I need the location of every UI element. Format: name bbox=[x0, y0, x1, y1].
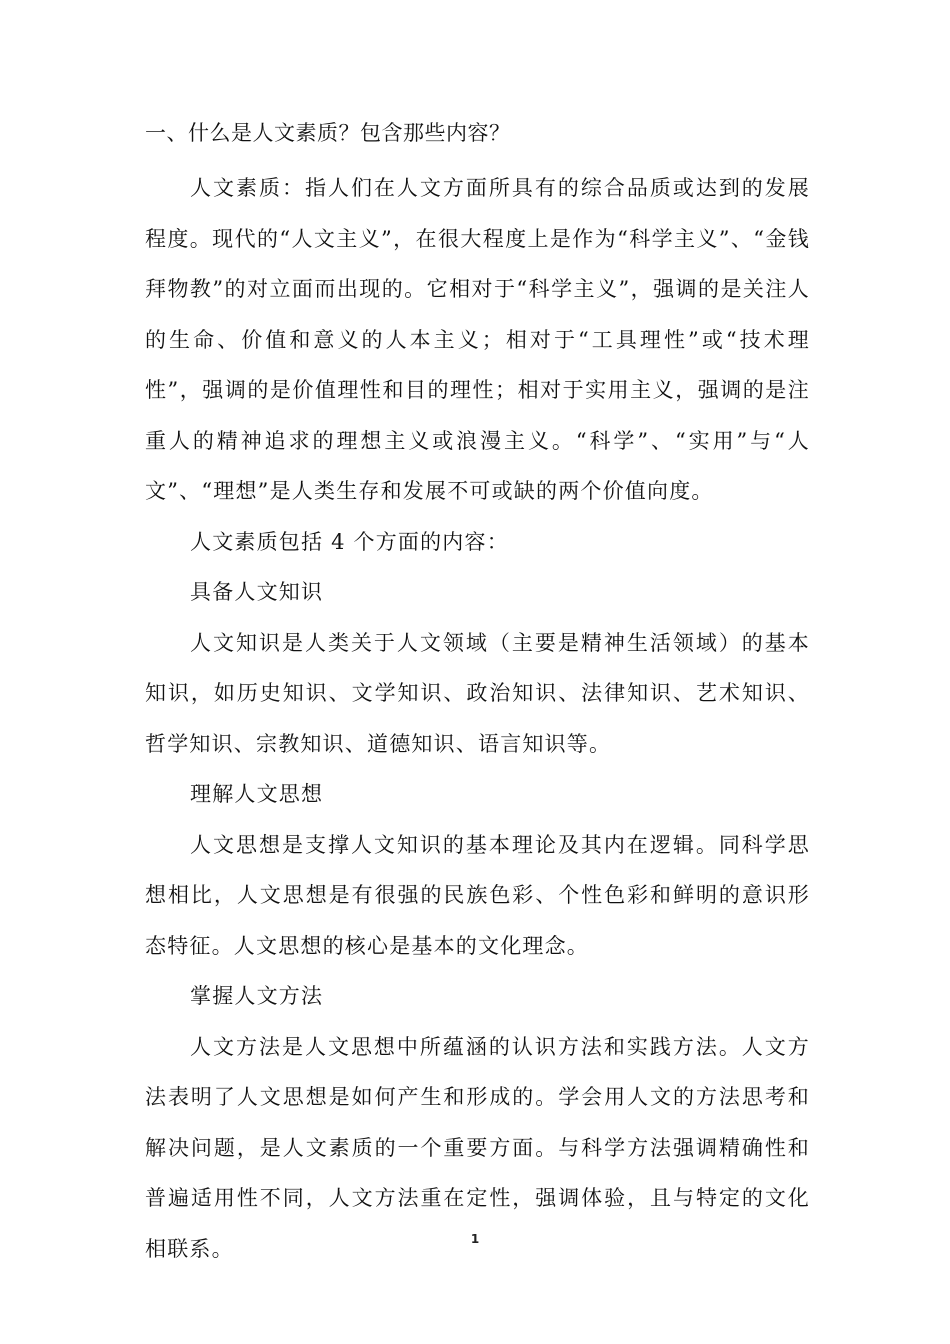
paragraph-knowledge: 人文知识是人类关于人文领域（主要是精神生活领域）的基本知识，如历史知识、文学知识、政治知识、法律知识、艺术知识、哲学知识、宗教知识、道德知识、语言知识等。 bbox=[145, 630, 810, 756]
paragraph-thought: 人文思想是支撑人文知识的基本理论及其内在逻辑。同科学思想相比，人文思想是有很强的民族色彩、个性色彩和鲜明的意识形态特征。人文思想的核心是基本的文化理念。 bbox=[145, 832, 810, 958]
document-body bbox=[145, 112, 810, 1274]
subheading-thought: 理解人文思想 bbox=[190, 782, 324, 806]
page-number: 1 bbox=[470, 1232, 480, 1246]
paragraph-intro: 人文素质包括 4 个方面的内容： bbox=[190, 529, 509, 554]
section-heading: 一、什么是人文素质？包含那些内容？ bbox=[145, 121, 511, 145]
paragraph-definition: 人文素质：指人们在人文方面所具有的综合品质或达到的发展程度。现代的“人文主义”，在很大程度上是作为“科学主义”、“金钱拜物教”的对立面而出现的。它相对于“科学主义”，强调的是关注人的生命、价值和意义的人本主义；相对于“工具理性”或“技术理性”，强调的是价值理性和目的理性；相对于实用主义，强调的是注重人的精神追求的理想主义或浪漫主义。“科学”、“实用”与“人文”、“理想”是人类生存和发展不可或缺的两个价值向度。 bbox=[145, 176, 810, 503]
subheading-method: 掌握人文方法 bbox=[190, 984, 324, 1008]
paragraph-method: 人文方法是人文思想中所蕴涵的认识方法和实践方法。人文方法表明了人文思想是如何产生和形成的。学会用人文的方法思考和解决问题，是人文素质的一个重要方面。与科学方法强调精确性和普遍适用性不同，人文方法重在定性，强调体验，且与特定的文化相联系。 bbox=[145, 1034, 810, 1261]
subheading-knowledge: 具备人文知识 bbox=[190, 580, 324, 604]
